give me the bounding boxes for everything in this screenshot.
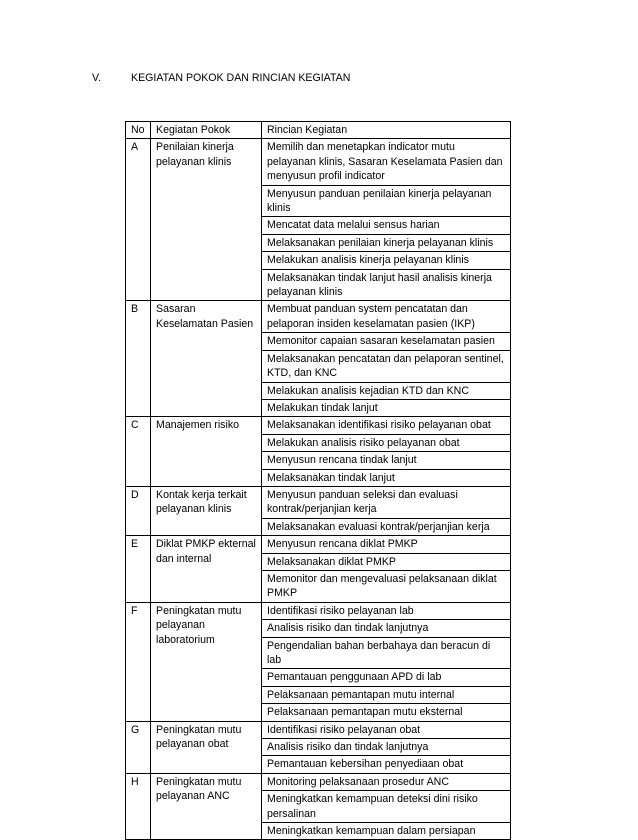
kegiatan-pokok-cell: Peningkatan mutu pelayanan laboratorium: [151, 602, 262, 721]
table-row: [126, 417, 511, 434]
row-number: G: [126, 721, 151, 773]
rincian-kegiatan-cell: Melakukan analisis risiko pelayanan obat: [262, 434, 511, 451]
rincian-kegiatan-cell: Memonitor dan mengevaluasi pelaksanaan diklat PMKP: [262, 570, 511, 602]
row-number: A: [126, 139, 151, 301]
kegiatan-pokok-cell: Penilaian kinerja pelayanan klinis: [151, 139, 262, 301]
table-row: [126, 486, 511, 518]
rincian-kegiatan-cell: Memilih dan menetapkan indicator mutu pelayanan klinis, Sasaran Keselamata Pasien dan menyusun profil indicator: [262, 139, 511, 185]
kegiatan-pokok-cell: Sasaran Keselamatan Pasien: [151, 301, 262, 417]
row-number: D: [126, 486, 151, 535]
section-title: KEGIATAN POKOK DAN RINCIAN KEGIATAN: [131, 72, 351, 84]
table-row: [126, 301, 511, 333]
table-header-row: [126, 122, 511, 139]
rincian-kegiatan-cell: Meningkatkan kemampuan dalam persiapan: [262, 823, 511, 840]
header-kegiatan-pokok: Kegiatan Pokok: [151, 122, 262, 139]
section-number: V.: [92, 72, 102, 84]
rincian-kegiatan-cell: Melaksanakan tindak lanjut hasil analisis kinerja pelayanan klinis: [262, 269, 511, 301]
rincian-kegiatan-cell: Pengendalian bahan berbahaya dan beracun di lab: [262, 637, 511, 669]
rincian-kegiatan-cell: Meningkatkan kemampuan deteksi dini risiko persalinan: [262, 791, 511, 823]
rincian-kegiatan-cell: Melakukan analisis kinerja pelayanan klinis: [262, 252, 511, 269]
rincian-kegiatan-cell: Melakukan analisis kejadian KTD dan KNC: [262, 382, 511, 399]
row-number: H: [126, 773, 151, 840]
rincian-kegiatan-cell: Monitoring pelaksanaan prosedur ANC: [262, 773, 511, 790]
kegiatan-pokok-cell: Kontak kerja terkait pelayanan klinis: [151, 486, 262, 535]
rincian-kegiatan-cell: Melakukan tindak lanjut: [262, 399, 511, 416]
rincian-kegiatan-cell: Melaksanakan pencatatan dan pelaporan sentinel, KTD, dan KNC: [262, 350, 511, 382]
header-no: No: [126, 122, 151, 139]
rincian-kegiatan-cell: Mencatat data melalui sensus harian: [262, 217, 511, 234]
rincian-kegiatan-cell: Melaksanakan diklat PMKP: [262, 553, 511, 570]
section-heading: [0, 72, 638, 88]
activity-table: [125, 121, 511, 840]
kegiatan-pokok-cell: Manajemen risiko: [151, 417, 262, 487]
row-number: F: [126, 602, 151, 721]
rincian-kegiatan-cell: Identifikasi risiko pelayanan lab: [262, 602, 511, 619]
rincian-kegiatan-cell: Menyusun panduan seleksi dan evaluasi kontrak/perjanjian kerja: [262, 486, 511, 518]
row-number: B: [126, 301, 151, 417]
rincian-kegiatan-cell: Memonitor capaian sasaran keselamatan pasien: [262, 333, 511, 350]
table-row: [126, 139, 511, 185]
rincian-kegiatan-cell: Membuat panduan system pencatatan dan pelaporan insiden keselamatan pasien (IKP): [262, 301, 511, 333]
table-row: [126, 602, 511, 619]
row-number: C: [126, 417, 151, 487]
kegiatan-pokok-cell: Peningkatan mutu pelayanan ANC: [151, 773, 262, 840]
table-row: [126, 721, 511, 738]
rincian-kegiatan-cell: Pemantauan kebersihan penyediaan obat: [262, 756, 511, 773]
rincian-kegiatan-cell: Analisis risiko dan tindak lanjutnya: [262, 739, 511, 756]
rincian-kegiatan-cell: Pemantauan penggunaan APD di lab: [262, 669, 511, 686]
kegiatan-pokok-cell: Peningkatan mutu pelayanan obat: [151, 721, 262, 773]
rincian-kegiatan-cell: Analisis risiko dan tindak lanjutnya: [262, 620, 511, 637]
rincian-kegiatan-cell: Melaksanakan evaluasi kontrak/perjanjian kerja: [262, 518, 511, 535]
header-rincian-kegiatan: Rincian Kegiatan: [262, 122, 511, 139]
rincian-kegiatan-cell: Identifikasi risiko pelayanan obat: [262, 721, 511, 738]
rincian-kegiatan-cell: Melaksanakan tindak lanjut: [262, 469, 511, 486]
rincian-kegiatan-cell: Pelaksanaan pemantapan mutu internal: [262, 686, 511, 703]
rincian-kegiatan-cell: Menyusun panduan penilaian kinerja pelayanan klinis: [262, 185, 511, 217]
rincian-kegiatan-cell: Pelaksanaan pemantapan mutu eksternal: [262, 704, 511, 721]
rincian-kegiatan-cell: Menyusun rencana diklat PMKP: [262, 536, 511, 553]
table-row: [126, 536, 511, 553]
kegiatan-pokok-cell: Diklat PMKP ekternal dan internal: [151, 536, 262, 603]
rincian-kegiatan-cell: Menyusun rencana tindak lanjut: [262, 452, 511, 469]
table-row: [126, 773, 511, 790]
rincian-kegiatan-cell: Melaksanakan penilaian kinerja pelayanan klinis: [262, 234, 511, 251]
rincian-kegiatan-cell: Melaksanakan identifikasi risiko pelayanan obat: [262, 417, 511, 434]
row-number: E: [126, 536, 151, 603]
